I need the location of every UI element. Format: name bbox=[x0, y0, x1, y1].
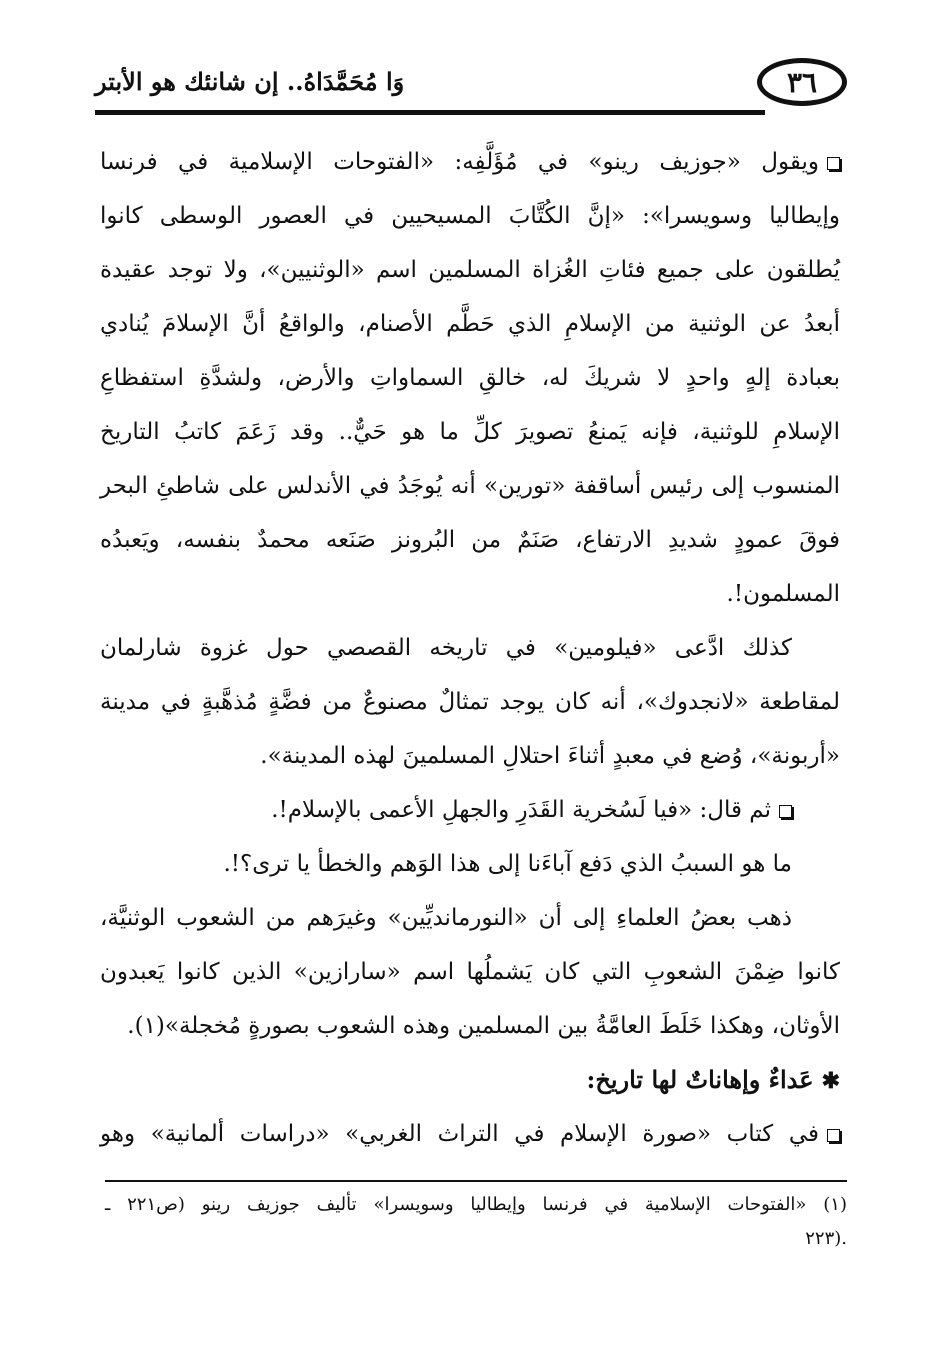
paragraph-line: ما هو السببُ الذي دَفع آباءَنا إلى هذا الوَهم والخطأ يا ترى؟!. bbox=[223, 851, 792, 877]
page-number-badge bbox=[757, 58, 847, 106]
paragraph-line: «أربونة»، وُضع في معبدٍ أثناءَ احتلالِ المسلمينَ لهذه المدينة». bbox=[260, 743, 840, 769]
paragraph-line: فوقَ عمودٍ شديدِ الارتفاع، صَنَمٌ من البُرونز صَنَعه محمدٌ بنفسه، ويَعبدُه bbox=[100, 527, 840, 553]
page-header bbox=[95, 55, 845, 115]
square-bullet-icon bbox=[827, 1129, 840, 1142]
asterisk-icon: ✱ bbox=[821, 1068, 840, 1094]
running-title: وَا مُحَمَّدَاهُ.. إن شانئك هو الأبتر bbox=[95, 67, 405, 96]
body-text bbox=[100, 135, 840, 1161]
paragraph-line: يُطلقون على جميع فئاتِ الغُزاة المسلمين اسم «الوثنيين»، ولا توجد عقيدة bbox=[100, 257, 840, 283]
paragraph-line: أبعدُ عن الوثنية من الإسلامِ الذي حَطَّم الأصنام، والواقعُ أنَّ الإسلامَ يُنادي bbox=[100, 311, 840, 337]
header-rule bbox=[95, 110, 765, 115]
square-bullet-icon bbox=[779, 805, 792, 818]
paragraph-line: كذلك ادَّعى «فيلومين» في تاريخه القصصي حول غزوة شارلمان bbox=[100, 635, 792, 661]
paragraph-line: ذهب بعضُ العلماءِ إلى أن «النورمانديِّين» وغيرَهم من الشعوب الوثنيَّة، bbox=[100, 905, 792, 931]
footnote-rule bbox=[105, 1180, 847, 1182]
paragraph-line: الأوثان، وهكذا خَلَطَ العامَّةُ بين المسلمين وهذه الشعوب بصورةٍ مُخجلة»(١). bbox=[127, 1013, 840, 1039]
paragraph-line: المنسوب إلى رئيس أساقفة «تورين» أنه يُوجَدُ في الأندلس على شاطئِ البحر bbox=[100, 473, 840, 499]
paragraph-line: الإسلامِ للوثنية، فإنه يَمنعُ تصويرَ كلِّ ما هو حَيٌّ.. وقد زَعَمَ كاتبُ التاريخ bbox=[100, 419, 840, 445]
square-bullet-icon bbox=[827, 157, 840, 170]
section-heading: ✱عَداءٌ وإهاناتٌ لها تاريخ: bbox=[100, 1053, 840, 1107]
paragraph-line: كانوا ضِمْنَ الشعوبِ التي كان يَشملُها اسم «سارازين» الذين كانوا يَعبدون bbox=[100, 959, 840, 985]
paragraph-line: المسلمون!. bbox=[726, 581, 840, 607]
paragraph-line: ثم قال: «فيا لَسُخرية القَدَرِ والجهلِ الأعمى بالإسلام!. bbox=[100, 783, 840, 837]
footnote-line: (١) «الفتوحات الإسلامية في فرنسا وإيطاليا وسويسرا» تأليف جوزيف رينو (ص٢٢١ ـ bbox=[105, 1194, 847, 1215]
paragraph-line: ويقول «جوزيف رينو» في مُؤَلَّفِه: «الفتوحات الإسلامية في فرنسا bbox=[100, 135, 840, 189]
page-number: ٣٦ bbox=[786, 65, 818, 99]
footnote-line: ٢٢٣). bbox=[805, 1228, 847, 1249]
paragraph-line: بعبادة إلهٍ واحدٍ لا شريكَ له، خالقِ السماواتِ والأرض، ولشدَّةِ استفظاعِ bbox=[100, 365, 840, 391]
paragraph-line: وإيطاليا وسويسرا»: «إنَّ الكُتَّابَ المسيحيين في العصور الوسطى كانوا bbox=[100, 203, 840, 229]
paragraph-line: في كتاب «صورة الإسلام في التراث الغربي» «دراسات ألمانية» وهو bbox=[100, 1107, 840, 1161]
footnotes bbox=[105, 1188, 847, 1256]
paragraph-line: لمقاطعة «لانجدوك»، أنه كان يوجد تمثالٌ مصنوعٌ من فضَّةٍ مُذهَّبةٍ في مدينة bbox=[100, 689, 840, 715]
